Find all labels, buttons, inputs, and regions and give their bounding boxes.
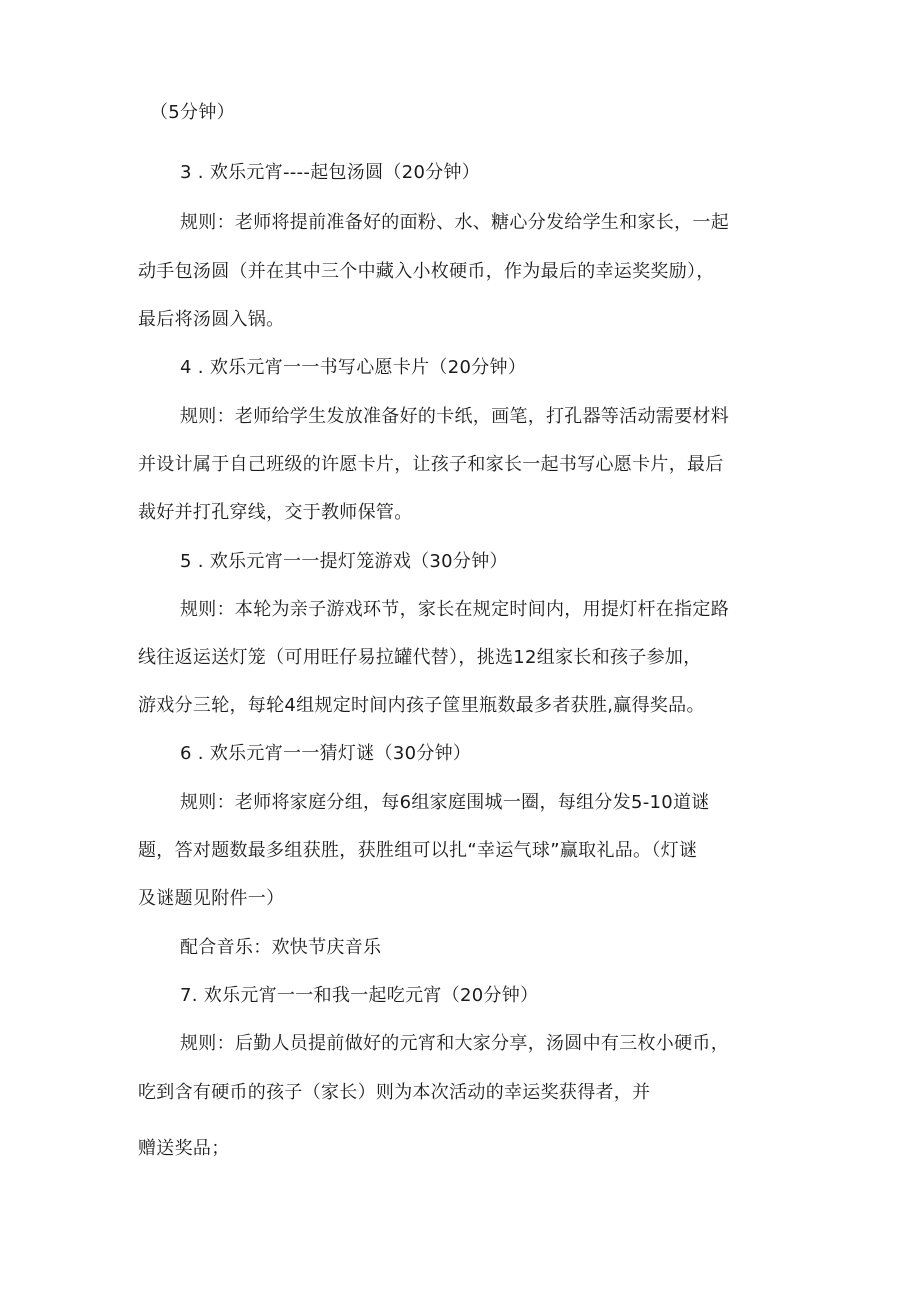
rule-text-line: 赠送奖品； [138, 1138, 230, 1159]
heading-item-3: 3 . 欢乐元宵----起包汤圆（20分钟） [180, 162, 481, 183]
rule-text-line: 规则：老师将提前准备好的面粉、水、糖心分发给学生和家长，一起 [180, 212, 729, 233]
rule-text-line: 动手包汤圆（并在其中三个中藏入小枚硬币，作为最后的幸运奖奖励）， [138, 261, 715, 282]
rule-text-line: 规则：后勤人员提前做好的元宵和大家分享，汤圆中有三枚小硬币， [180, 1033, 729, 1054]
rule-text-line: 最后将汤圆入锅。 [138, 309, 285, 330]
rule-text-line: 规则：老师将家庭分组，每6组家庭围城一圈，每组分发5-10道谜 [180, 792, 710, 813]
rule-text-line: 线往返运送灯笼（可用旺仔易拉罐代替），挑选12组家长和孩子参加， [138, 647, 702, 668]
heading-item-4: 4 . 欢乐元宵一一书写心愿卡片（20分钟） [180, 357, 527, 378]
music-note-line: 配合音乐：欢快节庆音乐 [180, 937, 382, 958]
rule-text-line: 游戏分三轮，每轮4组规定时间内孩子筐里瓶数最多者获胜,赢得奖品。 [138, 695, 705, 716]
rule-text-line: 吃到含有硬币的孩子（家长）则为本次活动的幸运奖获得者，并 [138, 1082, 651, 1103]
rule-text-line: 裁好并打孔穿线，交于教师保管。 [138, 502, 413, 523]
rule-text-line: 并设计属于自己班级的许愿卡片，让孩子和家长一起书写心愿卡片，最后 [138, 454, 724, 475]
heading-item-5: 5 . 欢乐元宵一一提灯笼游戏（30分钟） [180, 551, 508, 572]
heading-item-6: 6 . 欢乐元宵一一猜灯谜（30分钟） [180, 743, 472, 764]
heading-item-7: 7. 欢乐元宵一一和我一起吃元宵（20分钟） [180, 985, 539, 1006]
rule-text-line: 规则：本轮为亲子游戏环节，家长在规定时间内，用提灯杆在指定路 [180, 599, 729, 620]
rule-text-line: 规则：老师给学生发放准备好的卡纸，画笔，打孔器等活动需要材料 [180, 406, 729, 427]
rule-text-line: 及谜题见附件一） [138, 888, 285, 909]
text-line-duration: （5分钟） [150, 102, 235, 123]
rule-text-line: 题，答对题数最多组获胜，获胜组可以扎“幸运气球”赢取礼品。（灯谜 [138, 840, 698, 861]
